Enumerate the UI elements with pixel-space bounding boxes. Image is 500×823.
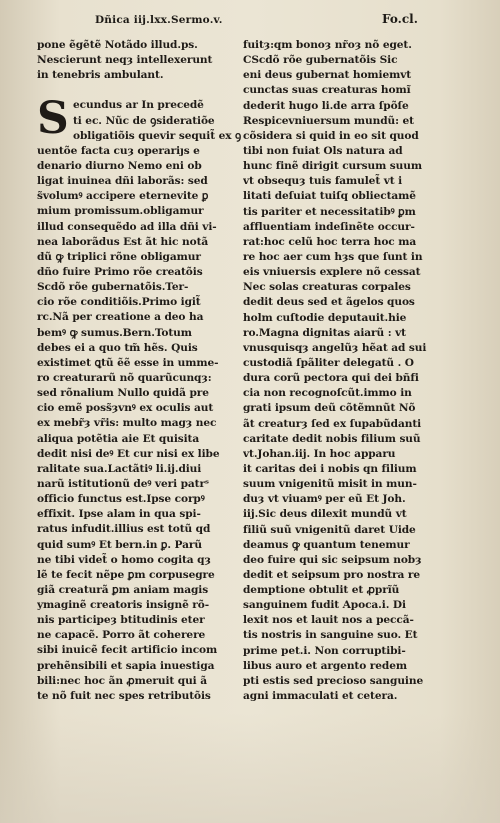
text-line: holm cuſtodie deputauit.hie — [243, 311, 407, 324]
text-line: dederit hugo li.de arra ſpõſe — [243, 99, 409, 112]
text-line: ne capacẽ. Porro ãt coherere — [37, 629, 206, 642]
text-line: obligatiõis quevir sequit̃ ex ꝯ — [73, 129, 242, 142]
text-line: officio functus est.Ipse corpꝰ — [37, 493, 205, 506]
text-line: dura corũ pectora qui dei bñfi — [243, 372, 419, 385]
text-line: bili:nec hoc ãn ꝓmeruit qui ã — [37, 674, 207, 687]
text-line: fuitȝ:qm bonoȝ nr̃oȝ nõ eget. — [243, 39, 412, 51]
text-line: lexit nos et lauit nos a peccã- — [243, 614, 414, 627]
running-title: Dñica iij.lxx.Sermo.v. — [95, 14, 223, 26]
text-line: libus auro et argento redem — [243, 659, 407, 672]
text-line: illud consequẽdo ad illa dñi vi- — [37, 220, 217, 233]
text-line: aliqua potẽtia aie Et quisita — [37, 432, 200, 445]
text-line: dũ ꝙ triplici rõne obligamur — [37, 250, 201, 263]
text-line: cõsidera si quid in eo sit quod — [243, 129, 419, 142]
text-line: ralitate sua.Lactãtiꝰ li.ij.diui — [37, 462, 202, 475]
text-line: rat:hoc celũ hoc terra hoc ma — [243, 235, 417, 248]
folio-number: Fo.cl. — [382, 12, 418, 26]
text-line: sanguinem fudit Apoca.i. Di — [243, 599, 406, 612]
text-line: existimet ꝗtũ ẽẽ esse in umme- — [37, 356, 219, 369]
text-line: iij.Sic deus dilexit mundũ vt — [243, 508, 407, 521]
text-line: ratus infudit.illius est totũ qd — [37, 523, 211, 536]
text-line: quid sumꝰ Et bern.in ꝑ. Parũ — [37, 538, 202, 551]
text-line: nis participeȝ btitudinis eter — [37, 614, 205, 627]
text-line: debes ei a quo tm̃ hẽs. Quis — [37, 341, 198, 354]
text-line: CScdõ rõe gubernatõis Sic — [243, 54, 398, 67]
drop-initial: S — [37, 93, 69, 144]
text-line: Nescierunt neqȝ intellexerunt — [37, 54, 213, 67]
text-line: ne tibi videt̃ o homo cogita qȝ — [37, 553, 211, 566]
text-line: vt.Johan.iij. In hoc apparu — [243, 447, 396, 460]
text-line: sed rõnalium Nullo quidã pre — [37, 387, 209, 400]
text-line: agni immaculati et cetera. — [243, 690, 398, 703]
text-line: in tenebris ambulant. — [37, 69, 164, 82]
text-line: s̃volumꝰ accipere eternevite ꝑ — [37, 190, 209, 203]
text-line: ecundus ar In precedẽ — [73, 99, 204, 112]
text-line: cunctas suas creaturas homĩ — [243, 84, 411, 97]
text-line: ymaginẽ creatoris insignẽ rõ- — [37, 599, 210, 612]
text-line: prime pet.i. Non corruptibi- — [243, 644, 406, 657]
left-body-lines — [37, 144, 242, 704]
text-line: ligat inuinea dñi laborãs: sed — [37, 175, 208, 188]
text-line: demptione obtulit et ꝓprĩũ — [243, 584, 400, 597]
text-line: lẽ te fecit nẽpe ꝑm corpusegre — [37, 568, 215, 581]
text-line: vnusquisqȝ angelũȝ hẽat ad sui — [243, 341, 427, 354]
text-line: grati ipsum deũ cõtẽmnũt Nõ — [243, 402, 416, 415]
text-line: ti ec. Nũc de ꝯsideratiõe — [73, 114, 215, 127]
text-line: nea laborãdus Est ãt hic notã — [37, 235, 209, 248]
text-line: suum vnigenitũ misit in mun- — [243, 478, 417, 491]
text-line: ãt creaturȝ ſed ex ſupabũdanti — [243, 417, 422, 430]
text-line: uentõe facta cuȝ operariȷs e — [37, 144, 200, 157]
text-line: dño fuire Primo rõe creatõis — [37, 265, 203, 278]
text-line: re hoc aer cum hȝs que ſunt in — [243, 250, 423, 263]
text-line: deo fuire qui sic seipsum nobȝ — [243, 553, 422, 566]
text-line: custodiã ſpãliter delegatũ . O — [243, 356, 414, 369]
text-line: ro.Magna dignitas aiarũ : vt — [243, 326, 406, 339]
text-line: tis pariter et necessitatibꝰ ꝑm — [243, 205, 416, 218]
right-text-column — [243, 38, 449, 704]
text-line: giã creaturã ꝑm aniam magis — [37, 583, 209, 596]
text-line: prehẽnsibili et sapia inuestiga — [37, 659, 215, 672]
text-line: cio emẽ poss̃ȝvnꝰ ex oculis aut — [37, 402, 214, 415]
text-line: ex mebr̃ȝ vr̃is: multo magȝ nec — [37, 417, 217, 430]
text-line: cio rõe conditiõis.Primo igit̃ — [37, 296, 201, 309]
text-line: effixit. Ipse alam in qua spi- — [37, 508, 201, 521]
text-line: filiũ suũ vnigenitũ daret Uide — [243, 523, 416, 536]
text-line: deamus ꝙ quantum tenemur — [243, 538, 410, 551]
right-body-lines — [243, 38, 449, 704]
text-line: rc.Nã per creatione a deo ha — [37, 311, 204, 324]
text-line: eni deus gubernat homiemvt — [243, 69, 412, 82]
text-line: Respicevniuersum mundũ: et — [243, 114, 414, 127]
text-line: caritate dedit nobis filium suũ — [243, 432, 421, 445]
text-line: duȝ vt viuamꝰ per eũ Et Joh. — [243, 493, 406, 506]
text-line: sibi inuicẽ fecit artificio incom — [37, 644, 218, 657]
text-line: mium promissum.obligamur — [37, 205, 204, 218]
text-line: vt obsequȝ tuis famulet̃ vt i — [243, 175, 403, 188]
text-line: te nõ fuit nec spes retributõis — [37, 689, 211, 702]
text-line: tis nostris in sanguine suo. Et — [243, 629, 418, 642]
text-line: ro creaturarũ nõ quarũcunqȝ: — [37, 371, 212, 384]
text-line: narũ istitutionũ deꝰ veri patrˢ — [37, 477, 210, 490]
text-line: eis vniuersis explere nõ cessat — [243, 266, 421, 279]
text-line: tibi non fuiat Ols natura ad — [243, 144, 403, 157]
text-line: denario diurno Nemo eni ob — [37, 159, 202, 172]
text-line: bemꝰ ꝙ sumus.Bern.Totum — [37, 326, 192, 339]
text-line: dedit et seipsum pro nostra re — [243, 568, 421, 581]
text-line: litati deſuiat tuiſq obliectamẽ — [243, 190, 416, 203]
text-line: affluentiam indeſinẽte occur- — [243, 220, 415, 233]
text-line: pti estis sed precioso sanguine — [243, 674, 424, 687]
text-line: dedit nisi deꝰ Et cur nisi ex libe — [37, 447, 220, 460]
text-line: Scdõ rõe gubernatõis.Ter- — [37, 281, 189, 294]
text-line: cia non recognoſcũt.immo in — [243, 387, 412, 400]
text-line: dedit deus sed et ãgelos quos — [243, 296, 415, 309]
text-line: Nec solas creaturas corpales — [243, 281, 411, 294]
bottom-margin — [0, 713, 500, 823]
text-line: pone ẽgẽtẽ Notãdo illud.ps. — [37, 39, 198, 51]
text-line: it caritas dei i nobis qn filium — [243, 462, 417, 475]
text-line: hunc finẽ dirigit cursum suum — [243, 160, 422, 173]
